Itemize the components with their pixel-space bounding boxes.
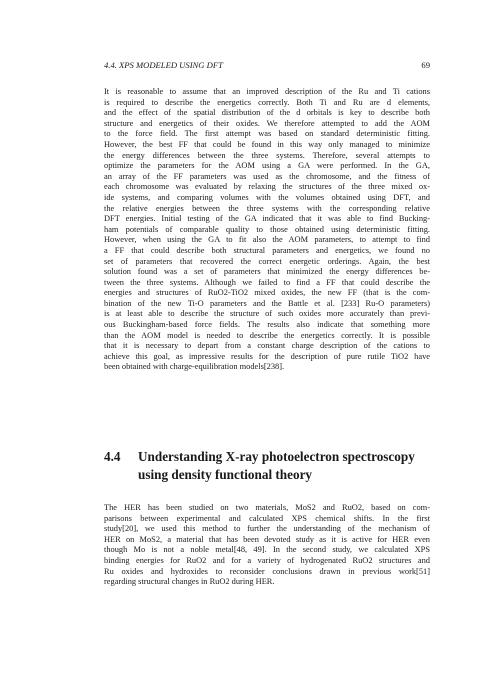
text-line: bination of the new Ti-O parameters and the Battle et al. [233] Ru-O parameters) [104, 298, 430, 308]
text-line: that it is necessary to depart from a constant charge description of the cations to [104, 341, 430, 351]
text-line: parisons between experimental and calculated XPS chemical shifts. In the first [104, 513, 430, 523]
text-line: and the effect of the spatial distribution of the d orbitals is key to describe both [104, 108, 430, 118]
text-line: the relative energies between the three systems with the corresponding relative [104, 203, 430, 213]
section-number: 4.4 [104, 449, 121, 464]
text-line: DFT energies. Initial testing of the GA indicated that it was able to find Bucking- [104, 214, 430, 224]
text-line: a FF that could describe both structural parameters and energetics, we found no [104, 245, 430, 255]
text-line: is required to describe the energetics correctly. Both Ti and Ru are d elements, [104, 97, 430, 107]
text-line: However, when using the GA to fit also the AOM parameters, to attempt to find [104, 235, 430, 245]
section-title-line-1: Understanding X-ray photoelectron spectroscopy [138, 449, 415, 464]
text-line: energies and structures of RuO2-TiO2 mixed oxides, the new FF (that is the com- [104, 288, 430, 298]
running-head-section: 4.4. XPS MODELED USING DFT [104, 60, 223, 70]
running-head [104, 60, 430, 70]
text-line: The HER has been studied on two materials, MoS2 and RuO2, based on com- [104, 503, 430, 512]
page-number: 69 [421, 60, 430, 70]
text-line: structure and energetics of their oxides. We therefore attempted to add the AOM [104, 118, 430, 128]
text-line: solution found was a set of parameters that minimized the energy differences be- [104, 267, 430, 277]
text-line: achieve this goal, as impressive results for the description of pure rutile TiO2 have [104, 351, 430, 361]
text-line: ous Buckingham-based force fields. The results also indicate that something more [104, 320, 430, 330]
text-line: set of parameters that recovered the correct energetic orderings. Again, the best [104, 256, 430, 266]
text-line: ide systems, and comparing volumes with the volumes obtained using DFT, and [104, 192, 430, 202]
text-line: an array of the FF parameters was used as the chromosome, and the fitness of [104, 171, 430, 181]
text-line: optimize the parameters for the AOM using a GA were performed. In the GA, [104, 161, 430, 171]
text-line: binding energies for RuO2 and for a variety of hydrogenated RuO2 structures and [104, 555, 430, 565]
text-line: each chromosome was evaluated by relaxing the structures of the three mixed ox- [104, 182, 430, 192]
text-line: regarding structural changes in RuO2 during HER. [104, 577, 275, 587]
text-line: HER on MoS2, a material that has been devoted study as it is active for HER even [104, 534, 430, 544]
text-line: It is reasonable to assume that an improved description of the Ru and Ti cations [104, 87, 430, 96]
text-line: study[20], we used this method to further the understanding of the mechanism of [104, 524, 430, 534]
text-line: ham potentials of comparable quality to those obtained using deterministic fitting. [104, 224, 430, 234]
text-line: tween the three systems. Although we failed to find a FF that could describe the [104, 277, 430, 287]
section-title [138, 448, 415, 484]
text-line: is at least able to describe the structure of such oxides more accurately than previ- [104, 309, 430, 319]
text-line: though Mo is not a noble metal[48, 49]. In the second study, we calculated XPS [104, 545, 430, 555]
text-line: Ru oxides and hydroxides to reconsider conclusions drawn in previous work[51] [104, 566, 430, 576]
text-line: However, the best FF that could be found in this way only managed to minimize [104, 139, 430, 149]
body-paragraph-2 [104, 503, 430, 588]
section-title-line-2: using density functional theory [138, 467, 313, 482]
body-paragraph-1 [104, 87, 430, 373]
text-line: been obtained with charge-equilibration models[238]. [104, 362, 285, 372]
text-line: the energy differences between the three systems. Therefore, several attempts to [104, 150, 430, 160]
text-line: than the AOM model is needed to describe the energetics correctly. It is possible [104, 330, 430, 340]
text-line: to the force field. The first attempt was based on standard deterministic fitting. [104, 129, 430, 139]
